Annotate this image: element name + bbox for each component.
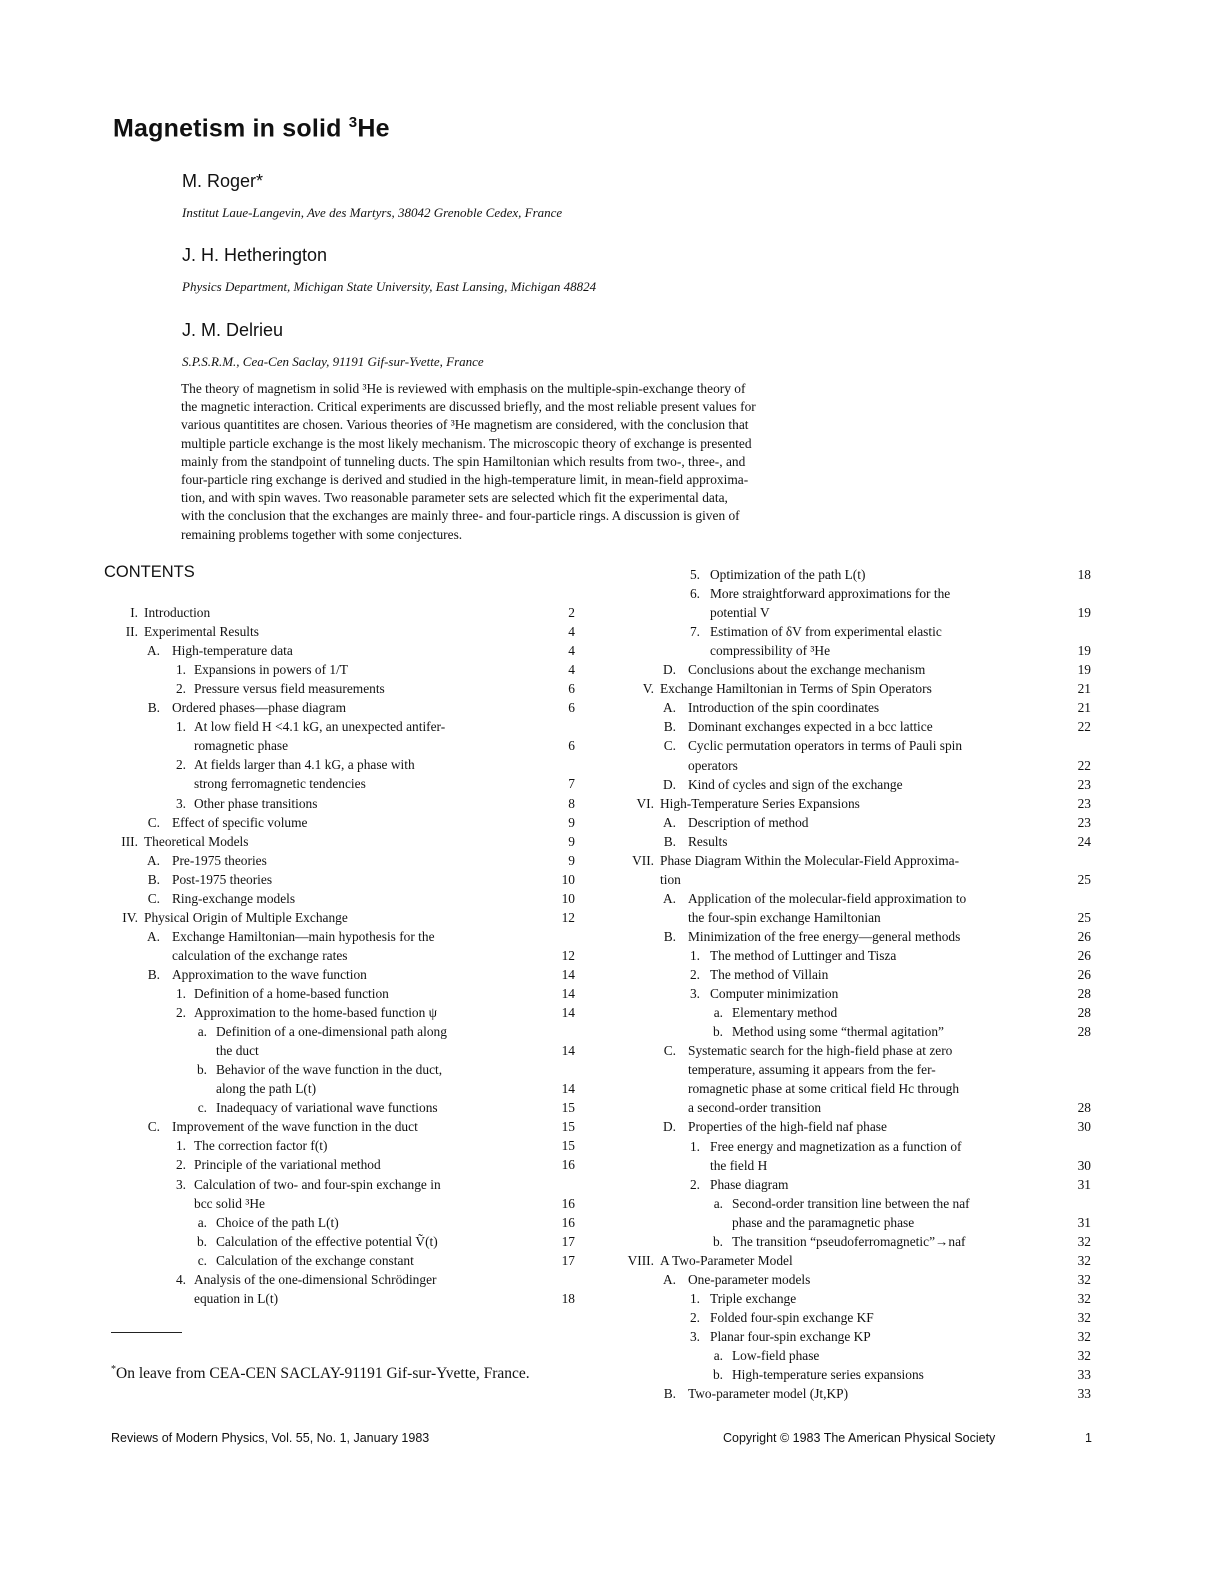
contents-heading: CONTENTS [104, 563, 195, 581]
toc-entry-title[interactable]: Elementary method [732, 1005, 838, 1021]
abstract-line: tion, and with spin waves. Two reasonable parameter sets are selected which fit the experimental data, [181, 490, 728, 506]
toc-entry-title[interactable]: Second-order transition line between the naf [732, 1195, 970, 1211]
toc-entry-label: D. [662, 1119, 676, 1135]
abstract-line: the magnetic interaction. Critical experiments are discussed briefly, and the most reliable present values for [181, 399, 756, 415]
toc-entry-title[interactable]: potential V [710, 605, 770, 621]
toc-entry-page: 32 [1077, 1309, 1091, 1325]
toc-entry-title[interactable]: Approximation to the home-based function ψ [194, 1005, 438, 1021]
toc-entry-title[interactable]: Definition of a home-based function [194, 986, 389, 1001]
toc-entry-title[interactable]: Two-parameter model (Jt,KP) [688, 1386, 849, 1402]
page-number: 1 [1085, 1431, 1092, 1445]
toc-entry-page: 9 [568, 852, 575, 868]
toc-entry-label: A. [146, 928, 160, 944]
toc-entry-page: 26 [1077, 928, 1091, 944]
toc-entry-title[interactable]: Definition of a one-dimensional path along [216, 1024, 447, 1040]
toc-entry-title[interactable]: Calculation of the effective potential Ṽ(t) [216, 1233, 438, 1249]
toc-entry-title[interactable]: Systematic search for the high-field phase at zero [688, 1043, 953, 1059]
author-name: J. M. Delrieu [182, 320, 284, 340]
toc-entry-label: 2. [175, 1005, 186, 1021]
toc-entry-page: 32 [1077, 1271, 1091, 1287]
toc-entry-page: 26 [1077, 948, 1091, 963]
toc-entry-label: 3. [689, 1329, 700, 1344]
toc-entry-label: A. [146, 852, 160, 868]
toc-entry-label: 2. [689, 1176, 700, 1192]
toc-entry-page: 7 [568, 776, 575, 792]
toc-entry-label: 7. [689, 624, 700, 640]
toc-entry-title[interactable]: Results [688, 833, 728, 849]
toc-entry-title[interactable]: The transition “pseudoferromagnetic”→naf [732, 1233, 966, 1249]
toc-entry-page: 10 [561, 871, 575, 887]
toc-entry-label: a. [713, 1195, 723, 1211]
toc-entry-title[interactable]: romagnetic phase [194, 738, 289, 754]
toc-entry-title[interactable]: Theoretical Models [144, 833, 249, 849]
toc-entry-label: 1. [175, 1138, 186, 1154]
toc-entry-label: b. [712, 1367, 723, 1383]
toc-entry-title[interactable]: the four-spin exchange Hamiltonian [688, 909, 881, 925]
toc-entry-page: 28 [1077, 1005, 1091, 1021]
toc-entry-label: 1. [689, 1290, 700, 1306]
toc-entry-label: B. [663, 1386, 676, 1402]
author-affiliation: Physics Department, Michigan State University, East Lansing, Michigan 48824 [182, 279, 597, 294]
toc-entry-title[interactable]: Calculation of the exchange constant [216, 1252, 414, 1268]
toc-entry-title[interactable]: temperature, assuming it appears from the fer- [688, 1062, 936, 1078]
toc-entry-title[interactable]: Conclusions about the exchange mechanism [688, 662, 926, 678]
toc-entry-label: A. [662, 700, 676, 716]
author-name: J. H. Hetherington [182, 245, 328, 265]
toc-entry-page: 24 [1077, 833, 1091, 849]
toc-entry-label: A. [662, 1271, 676, 1287]
toc-entry-title[interactable]: Exchange Hamiltonian—main hypothesis for the [172, 928, 435, 944]
toc-entry-title[interactable]: A Two-Parameter Model [660, 1252, 793, 1268]
toc-entry-label: b. [712, 1233, 723, 1249]
toc-entry-label: II. [125, 624, 138, 640]
toc-entry-label: B. [663, 719, 676, 735]
toc-entry-page: 6 [568, 738, 575, 754]
toc-entry-page: 15 [561, 1138, 575, 1154]
toc-entry-title[interactable]: calculation of the exchange rates [172, 947, 348, 963]
toc-entry-title[interactable]: Phase Diagram Within the Molecular-Field Approxima- [660, 852, 960, 868]
toc-entry-page: 30 [1077, 1157, 1091, 1173]
toc-entry-title[interactable]: compressibility of ³He [710, 643, 831, 659]
toc-entry-page: 19 [1077, 662, 1091, 678]
toc-entry-page: 8 [568, 795, 575, 811]
toc-entry-page: 4 [568, 624, 575, 640]
toc-entry-title[interactable]: Planar four-spin exchange KP [710, 1329, 871, 1344]
toc-entry-label: b. [712, 1024, 723, 1040]
toc-entry-label: C. [147, 814, 160, 830]
abstract-line: mainly from the standpoint of tunneling ducts. The spin Hamiltonian which results from two-, three-, and [181, 453, 746, 469]
toc-entry-title[interactable]: Folded four-spin exchange KF [710, 1309, 874, 1325]
toc-entry-label: D. [662, 776, 676, 792]
toc-entry-page: 31 [1077, 1214, 1091, 1230]
toc-entry-label: D. [662, 662, 676, 678]
toc-entry-title[interactable]: One-parameter models [688, 1271, 811, 1287]
abstract-line: four-particle ring exchange is derived and studied in the high-temperature limit, in mean-field approxima- [181, 472, 749, 488]
toc-entry-title[interactable]: The correction factor f(t) [194, 1138, 328, 1154]
toc-entry-label: a. [713, 1348, 723, 1364]
toc-entry-title[interactable]: phase and the paramagnetic phase [732, 1214, 915, 1230]
toc-entry-page: 16 [561, 1157, 575, 1173]
toc-entry-label: 3. [689, 986, 700, 1002]
toc-entry-title[interactable]: High-Temperature Series Expansions [660, 795, 860, 811]
toc-entry-title[interactable]: Ring-exchange models [172, 890, 296, 906]
toc-entry-page: 32 [1077, 1233, 1091, 1249]
toc-entry-label: 2. [689, 1309, 700, 1325]
toc-entry-title[interactable]: Physical Origin of Multiple Exchange [144, 909, 348, 925]
toc-entry-label: B. [147, 700, 160, 716]
toc-entry-title[interactable]: operators [688, 757, 738, 773]
toc-entry-page: 17 [561, 1233, 575, 1249]
toc-entry-page: 33 [1077, 1386, 1091, 1402]
toc-entry-label: V. [642, 681, 654, 697]
toc-entry-page: 32 [1077, 1290, 1091, 1306]
toc-entry-title[interactable]: the duct [216, 1043, 259, 1059]
toc-entry-title[interactable]: Choice of the path L(t) [216, 1214, 339, 1230]
toc-entry-page: 21 [1077, 681, 1091, 697]
toc-entry-title[interactable]: Pressure versus field measurements [194, 681, 385, 697]
toc-entry-page: 28 [1077, 986, 1091, 1002]
toc-entry-page: 23 [1077, 776, 1091, 792]
toc-entry-page: 14 [561, 1081, 575, 1097]
paper-title: Magnetism in solid $^3$He [113, 114, 390, 143]
toc-entry-page: 6 [568, 700, 575, 716]
footnote-rule [111, 1332, 182, 1333]
toc-entry-title[interactable]: Triple exchange [710, 1290, 797, 1306]
toc-entry-label: a. [713, 1005, 723, 1021]
toc-entry-label: VII. [632, 852, 654, 868]
toc-entry-label: 2. [689, 967, 700, 983]
toc-entry-label: b. [196, 1062, 207, 1078]
toc-entry-page: 31 [1077, 1176, 1091, 1192]
abstract-line: multiple particle exchange is the most likely mechanism. The microscopic theory of exchange is presented [181, 435, 752, 451]
toc-entry-title[interactable]: Other phase transitions [194, 795, 318, 811]
toc-entry-title[interactable]: Method using some “thermal agitation” [732, 1024, 944, 1040]
toc-entry-page: 14 [561, 966, 575, 982]
toc-entry-title[interactable]: At low field H <4.1 kG, an unexpected antifer- [194, 719, 446, 735]
toc-entry-title[interactable]: bcc solid ³He [194, 1195, 265, 1211]
toc-entry-title[interactable]: High-temperature series expansions [732, 1367, 924, 1383]
toc-entry-page: 28 [1077, 1024, 1091, 1040]
toc-entry-title[interactable]: Behavior of the wave function in the duct, [216, 1062, 443, 1078]
toc-entry-title[interactable]: the field H [710, 1157, 768, 1173]
toc-entry-title[interactable]: Pre-1975 theories [172, 852, 267, 868]
toc-entry-title[interactable]: Free energy and magnetization as a function of [710, 1138, 962, 1154]
toc-entry-page: 9 [568, 814, 575, 830]
toc-entry-label: 4. [175, 1271, 186, 1287]
toc-entry-label: 6. [689, 586, 700, 602]
toc-entry-page: 4 [568, 643, 575, 659]
toc-entry-title[interactable]: Expansions in powers of 1/T [194, 662, 348, 678]
toc-entry-title[interactable]: a second-order transition [688, 1100, 822, 1116]
toc-entry-label: B. [147, 871, 160, 887]
toc-entry-label: 1. [689, 948, 700, 963]
toc-entry-title[interactable]: Optimization of the path L(t) [710, 567, 866, 582]
toc-entry-title[interactable]: High-temperature data [172, 643, 293, 659]
toc-entry-label: 2. [175, 681, 186, 697]
toc-entry-page: 23 [1077, 795, 1091, 811]
toc-entry-title[interactable]: Introduction [144, 605, 211, 620]
toc-entry-title[interactable]: Calculation of two- and four-spin exchange in [194, 1176, 441, 1192]
toc-entry-title[interactable]: Effect of specific volume [172, 814, 308, 830]
toc-entry-page: 6 [568, 681, 575, 697]
toc-entry-label: VI. [636, 795, 654, 811]
toc-entry-page: 25 [1077, 871, 1091, 887]
toc-entry-label: B. [663, 833, 676, 849]
toc-entry-page: 17 [561, 1252, 575, 1268]
toc-entry-label: VIII. [627, 1252, 654, 1268]
author-affiliation: S.P.S.R.M., Cea-Cen Saclay, 91191 Gif-sur-Yvette, France [182, 354, 484, 369]
toc-entry-title[interactable]: Computer minimization [710, 986, 839, 1002]
toc-entry-title[interactable]: Analysis of the one-dimensional Schrödinger [194, 1271, 437, 1287]
toc-entry-page: 26 [1077, 967, 1091, 983]
toc-entry-title[interactable]: Dominant exchanges expected in a bcc lattice [688, 719, 933, 735]
toc-entry-label: 2. [175, 757, 186, 773]
toc-entry-label: C. [663, 738, 676, 754]
toc-entry-title[interactable]: tion [660, 871, 681, 887]
toc-entry-title[interactable]: Improvement of the wave function in the duct [172, 1119, 418, 1135]
toc-entry-page: 9 [568, 833, 575, 849]
toc-entry-page: 28 [1077, 1100, 1091, 1116]
toc-entry-label: I. [130, 605, 138, 620]
toc-entry-title[interactable]: Introduction of the spin coordinates [688, 700, 880, 716]
toc-entry-page: 32 [1077, 1348, 1091, 1364]
toc-entry-title[interactable]: More straightforward approximations for the [710, 586, 951, 602]
toc-entry-title[interactable]: The method of Luttinger and Tisza [710, 948, 897, 963]
toc-entry-title[interactable]: Properties of the high-field naf phase [688, 1119, 887, 1135]
toc-entry-title[interactable]: Inadequacy of variational wave functions [216, 1100, 438, 1116]
toc-entry-page: 19 [1077, 605, 1091, 621]
abstract-line: remaining problems together with some conjectures. [181, 526, 463, 542]
toc-entry-label: A. [662, 890, 676, 906]
toc-entry-label: 5. [689, 567, 700, 582]
footnote: *On leave from CEA-CEN SACLAY-91191 Gif-sur-Yvette, France. [111, 1364, 530, 1383]
toc-entry-page: 32 [1077, 1252, 1091, 1268]
toc-entry-page: 4 [568, 662, 575, 678]
toc-entry-label: 1. [175, 986, 186, 1001]
toc-entry-title[interactable]: Principle of the variational method [194, 1157, 381, 1173]
author-affiliation: Institut Laue-Langevin, Ave des Martyrs, 38042 Grenoble Cedex, France [182, 205, 563, 220]
toc-entry-label: b. [196, 1233, 207, 1249]
toc-entry-label: 1. [175, 662, 186, 678]
toc-entry-title[interactable]: Estimation of δV from experimental elastic [710, 624, 942, 640]
toc-entry-page: 15 [561, 1119, 575, 1135]
toc-entry-title[interactable]: Exchange Hamiltonian in Terms of Spin Operators [660, 681, 932, 697]
toc-entry-page: 32 [1077, 1329, 1091, 1344]
toc-entry-label: a. [197, 1214, 207, 1230]
toc-entry-title[interactable]: Phase diagram [710, 1176, 789, 1192]
toc-entry-label: IV. [122, 909, 138, 925]
toc-entry-page: 22 [1077, 719, 1091, 735]
toc-entry-label: B. [147, 966, 160, 982]
toc-entry-label: 1. [175, 719, 186, 735]
toc-entry-page: 14 [561, 986, 575, 1001]
toc-entry-page: 12 [561, 909, 575, 925]
toc-entry-label: 2. [175, 1157, 186, 1173]
toc-entry-label: C. [147, 1119, 160, 1135]
toc-entry-label: a. [197, 1024, 207, 1040]
toc-entry-title[interactable]: Description of method [688, 814, 809, 830]
toc-entry-page: 2 [568, 605, 575, 620]
abstract [181, 380, 881, 544]
toc-entry-label: C. [663, 1043, 676, 1059]
toc-entry-page: 30 [1077, 1119, 1091, 1135]
toc-entry-label: A. [662, 814, 676, 830]
abstract-line: various quantitites are chosen. Various theories of ³He magnetism are considered, with the conclusion that [181, 417, 749, 433]
toc-entry-page: 15 [561, 1100, 575, 1116]
toc-entry-page: 22 [1077, 757, 1091, 773]
copyright: Copyright © 1983 The American Physical Society [723, 1431, 996, 1445]
toc-entry-title[interactable]: Ordered phases—phase diagram [172, 700, 347, 716]
toc-entry-page: 19 [1077, 643, 1091, 659]
toc-entry-page: 25 [1077, 909, 1091, 925]
toc-entry-label: B. [663, 928, 676, 944]
author-name: M. Roger* [182, 171, 264, 191]
toc-entry-title[interactable]: along the path L(t) [216, 1081, 317, 1097]
toc-entry-label: III. [121, 833, 138, 849]
toc-entry-title[interactable]: Minimization of the free energy—general methods [688, 928, 961, 944]
toc-entry-label: A. [146, 643, 160, 659]
toc-entry-page: 18 [561, 1290, 575, 1306]
toc-entry-page: 14 [561, 1043, 575, 1059]
toc-entry-label: c. [197, 1252, 207, 1268]
toc-entry-label: c. [197, 1100, 207, 1116]
toc-entry-title[interactable]: Post-1975 theories [172, 871, 273, 887]
toc-entry-title[interactable]: equation in L(t) [194, 1290, 279, 1306]
toc-entry-page: 12 [561, 947, 575, 963]
abstract-line: with the conclusion that the exchanges are mainly three- and four-particle rings. A discussion is given of [181, 508, 740, 524]
toc-entry-title[interactable]: Experimental Results [144, 624, 259, 640]
toc-entry-page: 33 [1077, 1367, 1091, 1383]
journal-citation: Reviews of Modern Physics, Vol. 55, No. 1, January 1983 [111, 1431, 430, 1445]
toc-entry-page: 18 [1077, 567, 1091, 582]
toc-entry-title[interactable]: Kind of cycles and sign of the exchange [688, 776, 903, 792]
abstract-line: The theory of magnetism in solid ³He is reviewed with emphasis on the multiple-spin-exchange theory of [181, 381, 746, 396]
toc-entry-label: 3. [175, 795, 186, 811]
toc-entry-title[interactable]: strong ferromagnetic tendencies [194, 776, 366, 792]
toc-entry-title[interactable]: Application of the molecular-field approximation to [688, 890, 967, 906]
toc-entry-page: 10 [561, 890, 575, 906]
toc-entry-page: 23 [1077, 814, 1091, 830]
toc-entry-title[interactable]: At fields larger than 4.1 kG, a phase with [194, 757, 415, 773]
toc-entry-label: 1. [689, 1138, 700, 1154]
toc-entry-title[interactable]: Cyclic permutation operators in terms of Pauli spin [688, 738, 963, 754]
toc-entry-title[interactable]: The method of Villain [710, 967, 829, 983]
toc-entry-label: C. [147, 890, 160, 906]
toc-entry-title[interactable]: romagnetic phase at some critical field Hc through [688, 1081, 960, 1097]
toc-entry-title[interactable]: Approximation to the wave function [172, 966, 367, 982]
toc-entry-page: 14 [561, 1005, 575, 1021]
toc-entry-page: 16 [561, 1214, 575, 1230]
toc-entry-page: 16 [561, 1195, 575, 1211]
toc-entry-page: 21 [1077, 700, 1091, 716]
toc-entry-label: 3. [175, 1176, 186, 1192]
toc-entry-title[interactable]: Low-field phase [732, 1348, 820, 1364]
